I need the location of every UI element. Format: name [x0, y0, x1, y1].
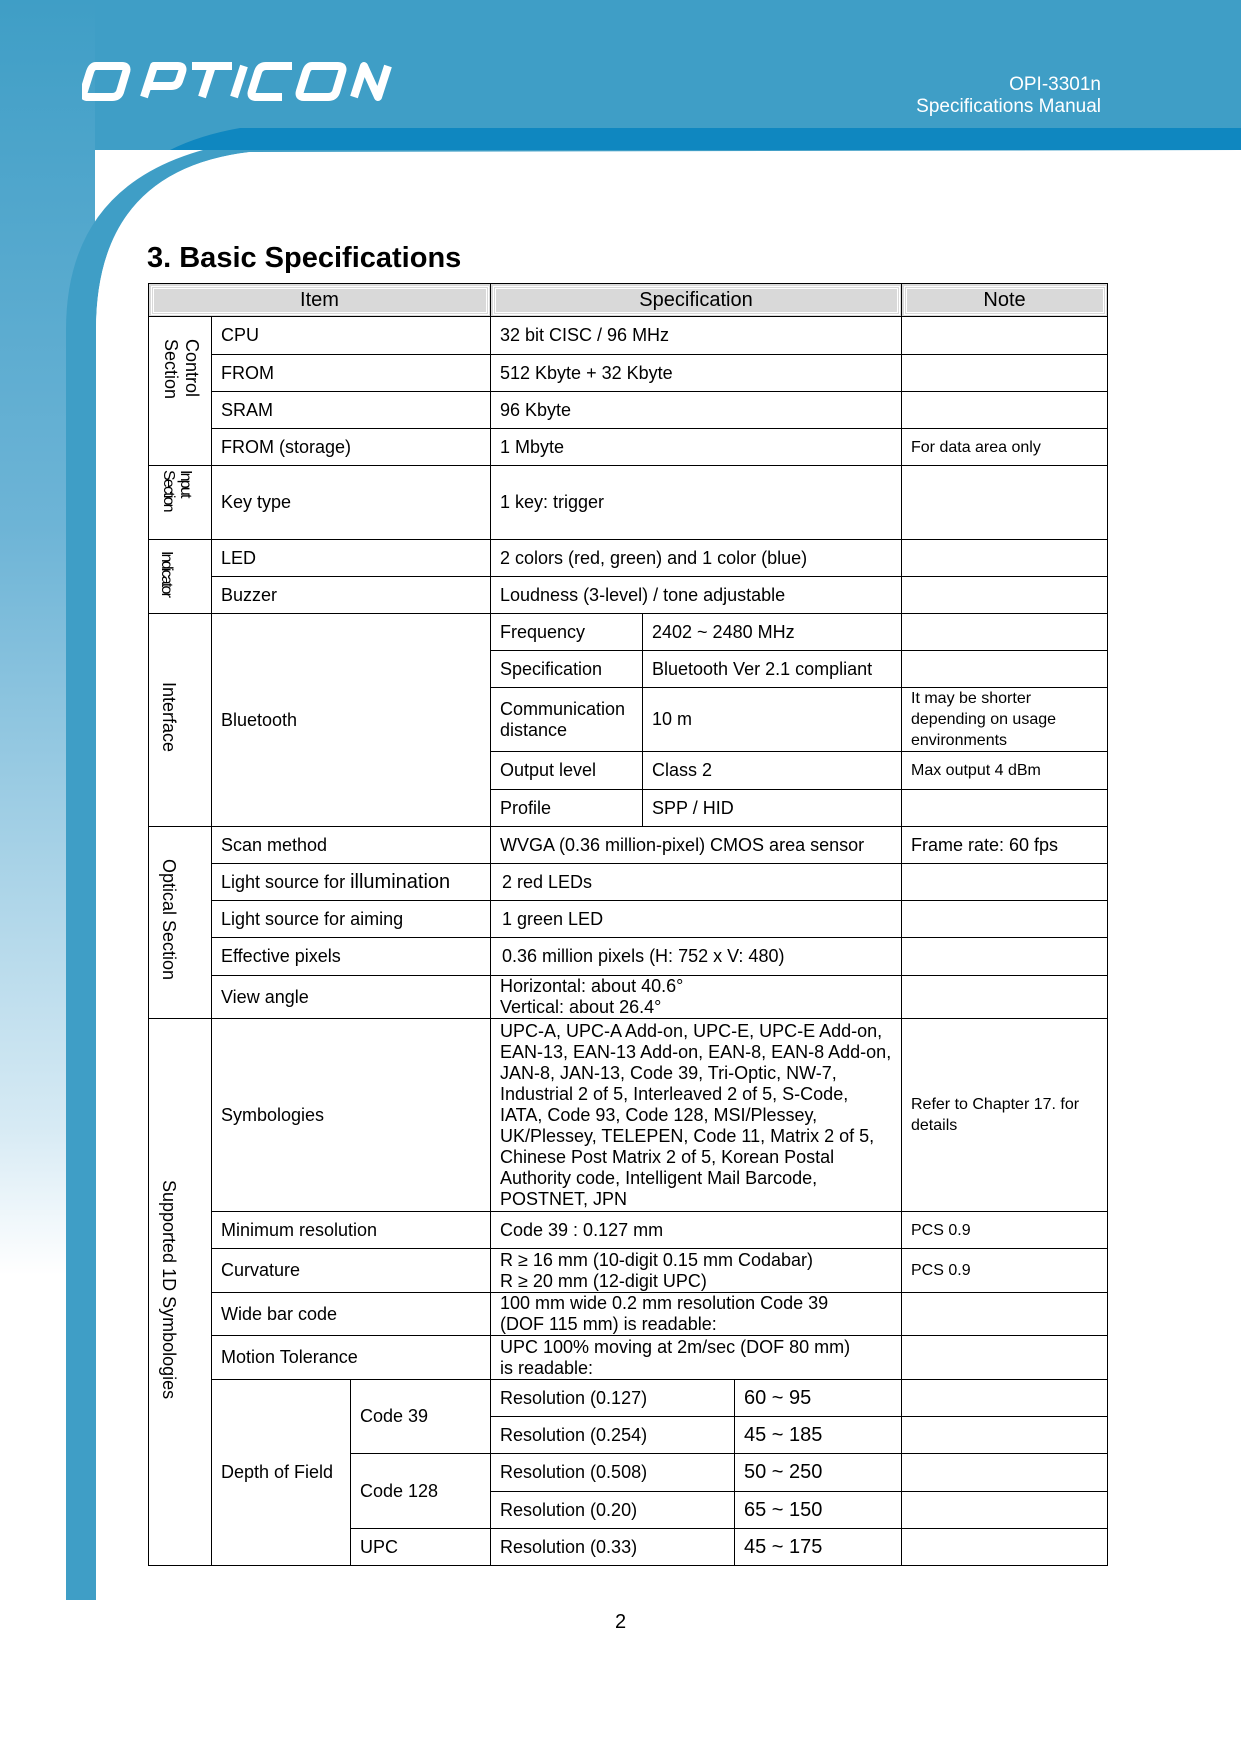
item-cell: SRAM — [212, 392, 491, 429]
table-row — [149, 1249, 1108, 1293]
res-cell: Resolution (0.127) — [491, 1380, 735, 1417]
table-row — [149, 355, 1108, 392]
item-cell: View angle — [212, 976, 491, 1019]
param-cell: Specification — [491, 651, 643, 688]
table-row — [149, 901, 1108, 938]
range-cell: 45 ~ 185 — [735, 1417, 902, 1454]
item-cell: Key type — [212, 466, 491, 540]
table-row — [149, 1293, 1108, 1336]
spec-cell: 512 Kbyte + 32 Kbyte — [491, 355, 902, 392]
item-cell: CPU — [212, 317, 491, 355]
page-number: 2 — [614, 1611, 627, 1633]
spec-cell: 0.36 million pixels (H: 752 x V: 480) — [491, 938, 902, 976]
param-cell: Profile — [491, 790, 643, 827]
note-cell: PCS 0.9 — [902, 1249, 1108, 1293]
header-item: Item — [149, 284, 491, 317]
param-cell: Communication distance — [491, 688, 643, 752]
spec-line: UPC 100% moving at 2m/sec (DOF 80 mm) — [500, 1336, 851, 1357]
header-note: Note — [902, 284, 1108, 317]
table-row — [149, 466, 1108, 540]
res-cell: Resolution (0.20) — [491, 1492, 735, 1529]
spec-line: Horizontal: about 40.6° — [500, 976, 684, 996]
header-spec: Specification — [491, 284, 902, 317]
item-cell: FROM — [212, 355, 491, 392]
spec-cell: 2 red LEDs — [491, 864, 902, 901]
table-row — [149, 976, 1108, 1019]
value-cell: 10 m — [643, 688, 902, 752]
value-cell: Bluetooth Ver 2.1 compliant — [643, 651, 902, 688]
note-cell — [902, 1380, 1108, 1417]
item-cell: Motion Tolerance — [212, 1336, 491, 1380]
note-cell — [902, 864, 1108, 901]
table-header-row — [149, 284, 1108, 317]
doc-model: OPI-3301n — [1009, 74, 1101, 95]
spec-cell: WVGA (0.36 million-pixel) CMOS area sensor — [491, 827, 902, 864]
item-cell: Effective pixels — [212, 938, 491, 976]
spec-line: R ≥ 20 mm (12-digit UPC) — [500, 1270, 707, 1291]
table-row — [149, 827, 1108, 864]
note-cell — [902, 355, 1108, 392]
note-cell — [902, 614, 1108, 651]
category-indicator — [149, 540, 212, 614]
table-row — [149, 429, 1108, 466]
table-row — [149, 1336, 1108, 1380]
spec-cell: 32 bit CISC / 96 MHz — [491, 317, 902, 355]
range-cell: 65 ~ 150 — [735, 1492, 902, 1529]
res-cell: Resolution (0.254) — [491, 1417, 735, 1454]
item-cell: Light source for aiming — [212, 901, 491, 938]
code-cell: Code 128 — [351, 1454, 491, 1529]
spec-cell: Loudness (3-level) / tone adjustable — [491, 577, 902, 614]
item-cell: Depth of Field — [212, 1380, 351, 1566]
note-cell — [902, 790, 1108, 827]
spec-cell — [491, 976, 902, 1019]
table-row — [149, 392, 1108, 429]
category-input — [149, 466, 212, 540]
res-cell: Resolution (0.33) — [491, 1529, 735, 1566]
range-cell: 45 ~ 175 — [735, 1529, 902, 1566]
table-row — [149, 938, 1108, 976]
res-cell: Resolution (0.508) — [491, 1454, 735, 1492]
doc-title: Specifications Manual — [916, 96, 1101, 117]
table-row — [149, 614, 1108, 651]
spec-cell — [491, 1336, 902, 1380]
param-cell: Frequency — [491, 614, 643, 651]
item-cell: Symbologies — [212, 1019, 491, 1212]
spec-line: Vertical: about 26.4° — [500, 997, 662, 1017]
note-cell — [902, 392, 1108, 429]
note-cell — [902, 1336, 1108, 1380]
table-row — [149, 540, 1108, 577]
note-cell — [902, 1417, 1108, 1454]
table-row — [149, 1019, 1108, 1212]
item-cell: FROM (storage) — [212, 429, 491, 466]
note-cell — [902, 1293, 1108, 1336]
item-cell: Scan method — [212, 827, 491, 864]
spec-cell — [491, 1249, 902, 1293]
item-cell — [212, 864, 491, 901]
code-cell: Code 39 — [351, 1380, 491, 1454]
value-cell: SPP / HID — [643, 790, 902, 827]
category-label: Optical Section — [159, 859, 179, 981]
category-control — [149, 317, 212, 466]
category-optical — [149, 827, 212, 1019]
spec-line: R ≥ 16 mm (10-digit 0.15 mm Codabar) — [500, 1249, 813, 1270]
note-cell — [902, 317, 1108, 355]
item-cell: Curvature — [212, 1249, 491, 1293]
note-cell — [902, 651, 1108, 688]
category-label: Interface — [159, 682, 179, 753]
item-suffix: illumination — [350, 870, 451, 893]
spec-line: (DOF 115 mm) is readable: — [500, 1314, 717, 1334]
opticon-logo — [82, 60, 392, 102]
spec-table — [148, 283, 1108, 1566]
table-row — [149, 577, 1108, 614]
category-label: Control Section — [161, 338, 202, 399]
code-cell: UPC — [351, 1529, 491, 1566]
spec-line: is readable: — [500, 1357, 594, 1378]
category-label: Indicator — [158, 551, 175, 597]
note-cell — [902, 577, 1108, 614]
note-cell — [902, 901, 1108, 938]
note-cell — [902, 540, 1108, 577]
item-cell: Minimum resolution — [212, 1212, 491, 1249]
note-cell — [902, 1492, 1108, 1529]
note-cell — [902, 1454, 1108, 1492]
note-cell: PCS 0.9 — [902, 1212, 1108, 1249]
spec-cell: 96 Kbyte — [491, 392, 902, 429]
note-cell — [902, 938, 1108, 976]
item-cell: Buzzer — [212, 577, 491, 614]
category-label: Input Section — [160, 470, 194, 511]
section-title: 3. Basic Specifications — [147, 242, 462, 274]
item-cell: Bluetooth — [212, 614, 491, 827]
range-cell: 50 ~ 250 — [735, 1454, 902, 1492]
table-row — [149, 1380, 1108, 1417]
table-row — [149, 864, 1108, 901]
note-cell: Max output 4 dBm — [902, 752, 1108, 790]
table-row — [149, 317, 1108, 355]
note-cell — [902, 976, 1108, 1019]
category-symbologies — [149, 1019, 212, 1566]
spec-cell: 1 key: trigger — [491, 466, 902, 540]
note-cell: Frame rate: 60 fps — [902, 827, 1108, 864]
category-label: Supported 1D Symbologies — [159, 1179, 179, 1400]
spec-cell — [491, 1293, 902, 1336]
note-cell — [902, 1529, 1108, 1566]
note-cell: For data area only — [902, 429, 1108, 466]
note-cell: It may be shorter depending on usage environments — [902, 688, 1108, 752]
range-cell: 60 ~ 95 — [735, 1380, 902, 1417]
spec-cell: 2 colors (red, green) and 1 color (blue) — [491, 540, 902, 577]
item-prefix: Light source for — [221, 871, 351, 892]
spec-line: 100 mm wide 0.2 mm resolution Code 39 — [500, 1293, 829, 1313]
note-cell — [902, 466, 1108, 540]
spec-cell: Code 39 : 0.127 mm — [491, 1212, 902, 1249]
value-cell: Class 2 — [643, 752, 902, 790]
param-cell: Output level — [491, 752, 643, 790]
item-cell: Wide bar code — [212, 1293, 491, 1336]
table-row — [149, 1212, 1108, 1249]
spec-cell: 1 Mbyte — [491, 429, 902, 466]
spec-cell: UPC-A, UPC-A Add-on, UPC-E, UPC-E Add-on, EAN-13, EAN-13 Add-on, EAN-8, EAN-8 Add-on, JAN-8, JAN-13, Code 39, Tri-Optic, NW-7, Industrial 2 of 5, Interleaved 2 of 5, S-Code, IATA, Code 93, Code 128, MSI/Plessey, UK/Plessey, TELEPEN, Code 11, Matrix 2 of 5, Chinese Post Matrix 2 of 5, Korean Postal Authority code, Intelligent Mail Barcode, POSTNET, JPN — [491, 1019, 902, 1212]
note-cell: Refer to Chapter 17. for details — [902, 1019, 1108, 1212]
category-interface — [149, 614, 212, 827]
item-cell: LED — [212, 540, 491, 577]
value-cell: 2402 ~ 2480 MHz — [643, 614, 902, 651]
spec-cell: 1 green LED — [491, 901, 902, 938]
